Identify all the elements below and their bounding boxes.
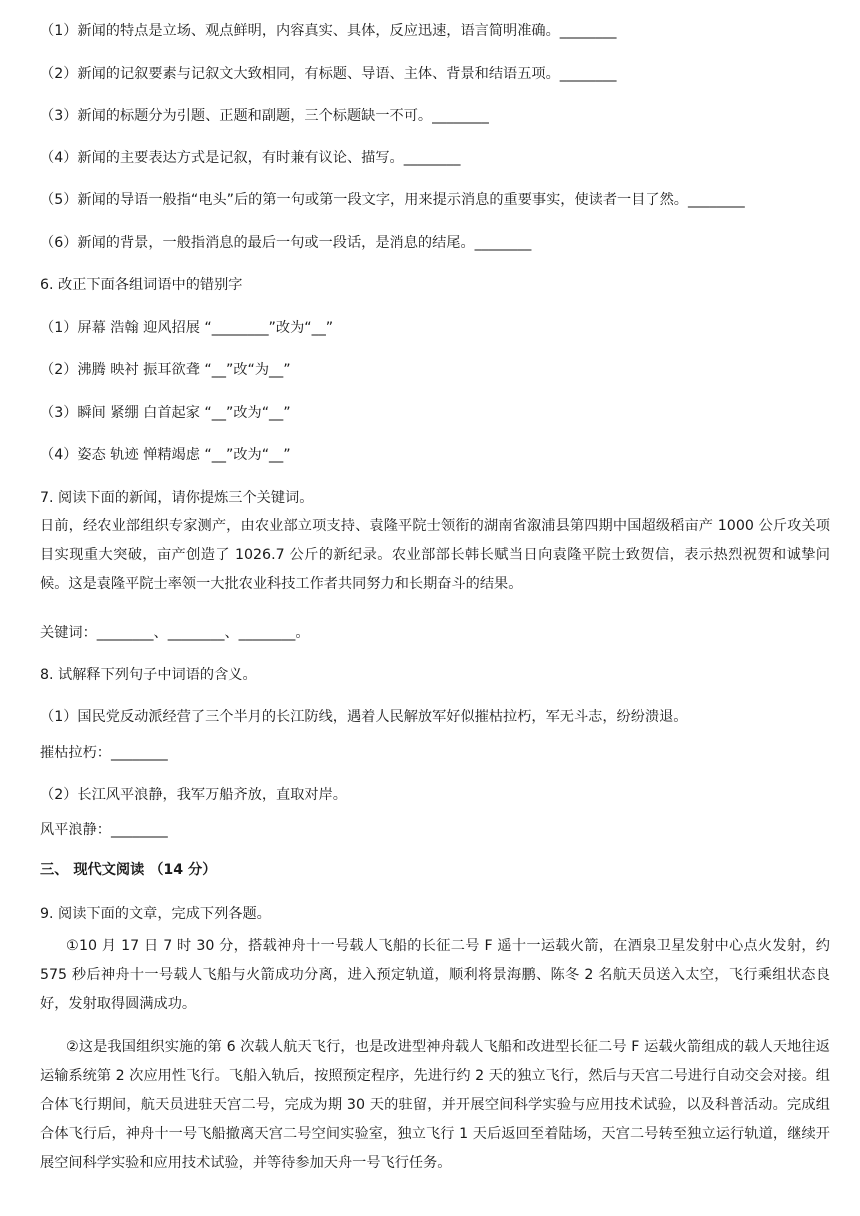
question-7-title: 7. 阅读下面的新闻，请你提炼三个关键词。 (40, 490, 314, 506)
judge-item-1: （1）新闻的特点是立场、观点鲜明，内容真实、具体，反应迅速，语言简明准确。________ (40, 23, 617, 39)
judge-item-4: （4）新闻的主要表达方式是记叙，有时兼有议论、描写。________ (40, 150, 461, 166)
judge-item-2: （2）新闻的记叙要素与记叙文大致相同，有标题、导语、主体、背景和结语五项。________ (40, 66, 617, 82)
question-6-item-4: （4）姿态 轨迹 惮精竭虑 “__”改为“__” (40, 447, 291, 463)
question-9-title: 9. 阅读下面的文章，完成下列各题。 (40, 906, 271, 922)
question-8-answer-1: 摧枯拉朽：________ (40, 745, 168, 761)
question-8-title: 8. 试解释下列句子中词语的含义。 (40, 667, 257, 683)
question-6-item-2: （2）沸腾 映衬 振耳欲聋 “__”改“为__” (40, 362, 291, 378)
question-7-keywords: 关键词：________、________、________。 (40, 625, 310, 641)
question-6-title: 6. 改正下面各组词语中的错别字 (40, 277, 243, 293)
question-7-passage: 日前，经农业部组织专家测产，由农业部立项支持、袁隆平院士领衔的湖南省溆浦县第四期中国超级稻亩产 1000 公斤攻关项目实现重大突破，亩产创造了 1026.7 公斤的新纪录。农业部部长韩长赋当日向袁隆平院士致贺信，表示热烈祝贺和诚挚问候。这是袁隆平院士率领一大批农业科技工作者共同努力和长期奋斗的结果。 (40, 518, 830, 592)
question-9-paragraph-2: ②这是我国组织实施的第 6 次载人航天飞行，也是改进型神舟载人飞船和改进型长征二号 F 运载火箭组成的载人天地往返运输系统第 2 次应用性飞行。飞船入轨后，按照预定程序，先进行约 2 天的独立飞行，然后与天宫二号进行自动交会对接。组合体飞行期间，航天员进驻天宫二号，完成为期 30 天的驻留，并开展空间科学实验与应用技术试验，以及科普活动。完成组合体飞行后，神舟十一号飞船撤离天宫二号空间实验室，独立飞行 1 天后返回至着陆场，天宫二号转至独立运行轨道，继续开展空间科学实验和应用技术试验，并等待参加天舟一号飞行任务。 (40, 1039, 830, 1171)
judge-item-5: （5）新闻的导语一般指“电头”后的第一句或第一段文字，用来提示消息的重要事实，使读者一目了然。________ (40, 192, 745, 208)
question-8-sentence-1: （1）国民党反动派经营了三个半月的长江防线，遇着人民解放军好似摧枯拉朽，军无斗志，纷纷溃退。 (40, 709, 688, 725)
question-9-paragraph-1: ①10 月 17 日 7 时 30 分，搭载神舟十一号载人飞船的长征二号 F 遥十一运载火箭，在酒泉卫星发射中心点火发射，约 575 秒后神舟十一号载人飞船与火箭成功分离，进入预定轨道，顺利将景海鹏、陈冬 2 名航天员送入太空，飞行乘组状态良好，发射取得圆满成功。 (40, 938, 830, 1012)
judge-item-3: （3）新闻的标题分为引题、正题和副题，三个标题缺一不可。________ (40, 108, 489, 124)
judge-item-6: （6）新闻的背景，一般指消息的最后一句或一段话，是消息的结尾。________ (40, 235, 532, 251)
question-8-sentence-2: （2）长江风平浪静，我军万船齐放，直取对岸。 (40, 787, 347, 803)
question-6-item-3: （3）瞬间 紧绷 白首起家 “__”改为“__” (40, 405, 291, 421)
section-3-heading: 三、 现代文阅读 （14 分） (40, 862, 217, 878)
question-8-answer-2: 风平浪静：________ (40, 822, 168, 838)
question-6-item-1: （1）屏幕 浩翰 迎风招展 “________”改为“__” (40, 320, 334, 336)
